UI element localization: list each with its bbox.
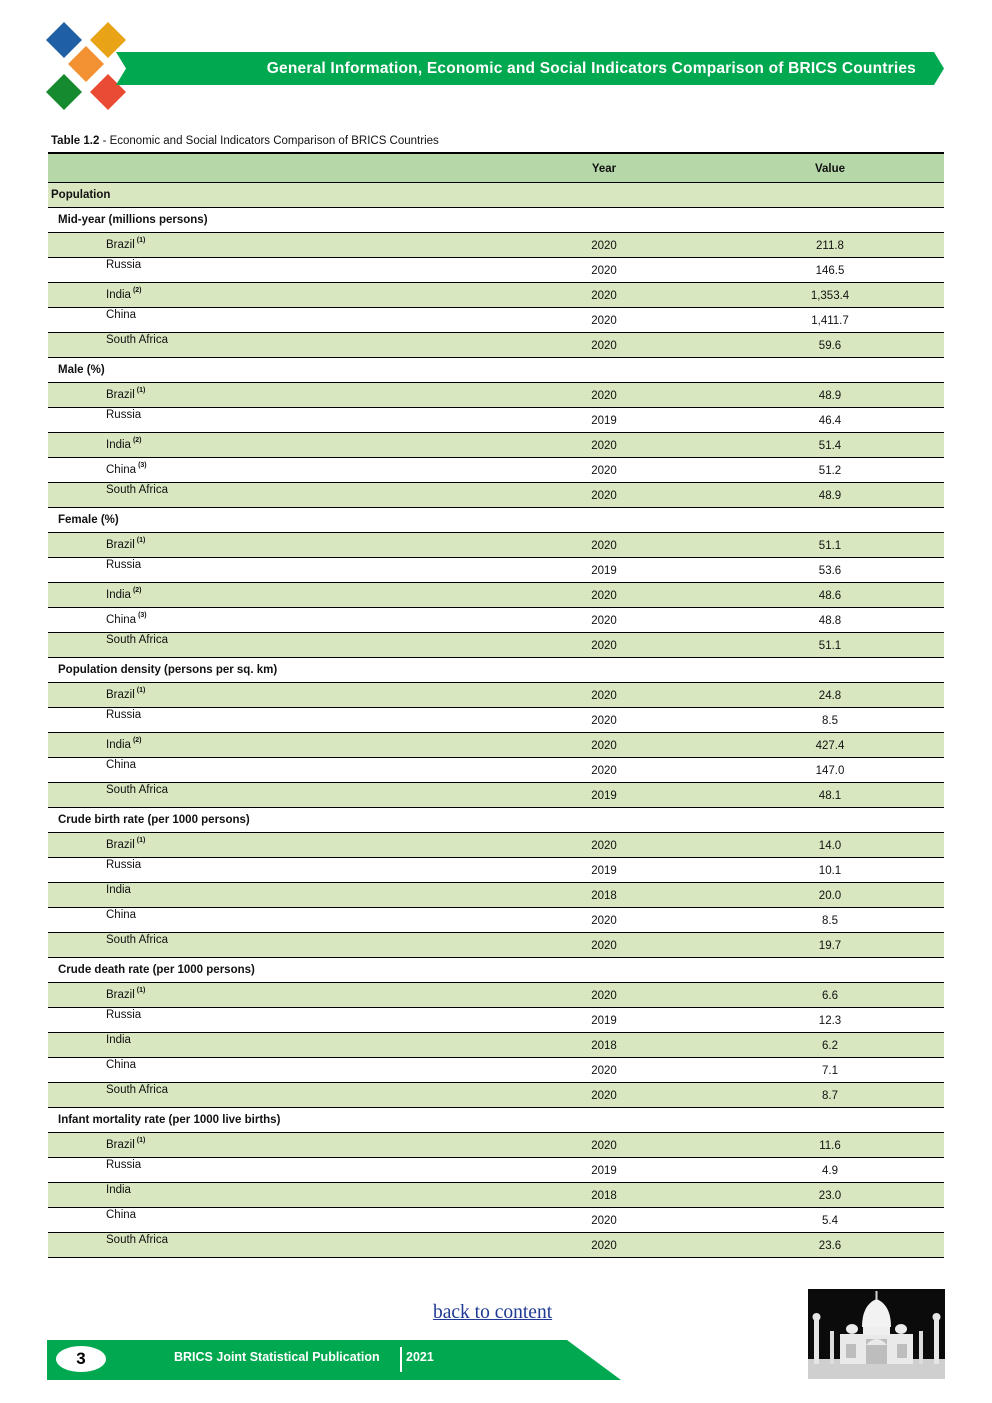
footer-year: 2021 (406, 1350, 434, 1364)
table-row (48, 758, 944, 783)
indicator-group-title: Male (%) (58, 364, 105, 376)
value-cell: 12.3 (818, 1015, 842, 1027)
indicator-group-row (48, 508, 944, 533)
value-cell: 48.1 (818, 790, 842, 802)
value-cell: 53.6 (818, 565, 842, 577)
country-name: China (106, 464, 137, 476)
country-cell (106, 928, 168, 953)
country-cell (106, 328, 168, 353)
country-cell (106, 303, 136, 328)
year-cell: 2020 (591, 490, 617, 502)
year-cell: 2018 (591, 1190, 617, 1202)
table-row (48, 483, 944, 508)
table-caption-number: Table 1.2 (51, 135, 100, 147)
footnote-marker: (1) (136, 237, 146, 244)
country-cell (106, 1228, 168, 1253)
back-to-content-link[interactable]: back to content (433, 1302, 553, 1323)
table-row (48, 633, 944, 658)
year-cell: 2020 (591, 615, 617, 627)
table-row (48, 883, 944, 908)
footnote-marker: (1) (136, 387, 146, 394)
year-cell: 2020 (591, 740, 617, 752)
year-cell: 2020 (591, 240, 617, 252)
country-cell (106, 1178, 131, 1203)
country-cell (106, 1053, 136, 1078)
table-row (48, 558, 944, 583)
year-cell: 2018 (591, 890, 617, 902)
country-name: South Africa (106, 1084, 169, 1096)
table-row (48, 583, 944, 608)
indicator-group-title: Mid-year (millions persons) (58, 214, 208, 226)
country-cell (106, 753, 136, 778)
country-name: Brazil (106, 839, 135, 851)
table-row (48, 708, 944, 733)
country-name: Brazil (106, 1139, 135, 1151)
value-cell: 23.6 (818, 1240, 842, 1252)
table-row (48, 1158, 944, 1183)
country-name: India (106, 1034, 131, 1046)
value-cell: 24.8 (818, 690, 842, 702)
table-row (48, 1133, 944, 1158)
year-cell: 2019 (591, 415, 617, 427)
country-cell (106, 253, 141, 278)
value-cell: 5.4 (822, 1215, 838, 1227)
indicators-table (48, 152, 944, 1258)
country-name: China (106, 614, 137, 626)
year-cell: 2020 (591, 915, 617, 927)
value-cell: 427.4 (815, 740, 845, 752)
country-cell (106, 478, 168, 503)
year-cell: 2019 (591, 1015, 617, 1027)
year-cell: 2020 (591, 990, 617, 1002)
value-cell: 147.0 (815, 765, 845, 777)
value-cell: 20.0 (818, 890, 842, 902)
country-cell (106, 403, 141, 428)
country-cell (106, 878, 131, 903)
value-cell: 7.1 (822, 1065, 838, 1077)
value-cell: 46.4 (818, 415, 842, 427)
year-cell: 2020 (591, 1090, 617, 1102)
year-cell: 2019 (591, 790, 617, 802)
country-cell (106, 853, 141, 878)
value-cell: 6.6 (822, 990, 838, 1002)
year-cell: 2018 (591, 1040, 617, 1052)
value-cell: 48.8 (818, 615, 842, 627)
year-cell: 2020 (591, 1140, 617, 1152)
table-row (48, 683, 944, 708)
section-title: Population (51, 189, 111, 201)
year-cell: 2020 (591, 340, 617, 352)
value-cell: 51.1 (818, 640, 842, 652)
year-cell: 2020 (591, 690, 617, 702)
country-cell (106, 1203, 136, 1228)
country-name: Russia (106, 1159, 142, 1171)
country-name: Brazil (106, 989, 135, 1001)
value-cell: 6.2 (822, 1040, 838, 1052)
table-row (48, 433, 944, 458)
footnote-marker: (1) (136, 837, 146, 844)
table-row (48, 533, 944, 558)
table-header-row (48, 152, 944, 183)
indicator-group-title: Crude death rate (per 1000 persons) (58, 964, 255, 976)
country-name: South Africa (106, 334, 169, 346)
country-cell (106, 553, 141, 578)
table-row (48, 933, 944, 958)
column-header-year: Year (591, 163, 617, 175)
country-name: Russia (106, 409, 142, 421)
footnote-marker: (1) (136, 687, 146, 694)
country-name: India (106, 589, 131, 601)
value-cell: 4.9 (822, 1165, 838, 1177)
footnote-marker: (1) (136, 987, 146, 994)
header-title: General Information, Economic and Social Indicators Comparison of BRICS Countries (266, 60, 916, 77)
country-name: India (106, 439, 131, 451)
year-cell: 2020 (591, 715, 617, 727)
country-name: Russia (106, 559, 142, 571)
footnote-marker: (1) (136, 1137, 146, 1144)
year-cell: 2020 (591, 290, 617, 302)
year-cell: 2019 (591, 865, 617, 877)
country-name: India (106, 884, 131, 896)
footnote-marker: (2) (132, 737, 142, 744)
year-cell: 2019 (591, 565, 617, 577)
indicator-group-title: Infant mortality rate (per 1000 live births) (58, 1114, 281, 1126)
value-cell: 211.8 (816, 240, 844, 252)
footnote-marker: (3) (138, 462, 147, 469)
table-caption-text: - Economic and Social Indicators Comparison of BRICS Countries (99, 135, 439, 147)
table-row (48, 1208, 944, 1233)
table-caption (51, 135, 439, 147)
country-name: China (106, 1059, 137, 1071)
table-row (48, 383, 944, 408)
year-cell: 2020 (591, 1065, 617, 1077)
country-name: Russia (106, 859, 142, 871)
footnote-marker: (2) (132, 287, 142, 294)
indicator-group-title: Crude birth rate (per 1000 persons) (58, 814, 250, 826)
country-name: Russia (106, 259, 142, 271)
year-cell: 2020 (591, 640, 617, 652)
country-name: South Africa (106, 1234, 169, 1246)
country-name: China (106, 909, 137, 921)
value-cell: 8.5 (822, 915, 838, 927)
page-number: 3 (56, 1346, 106, 1372)
header-banner (116, 52, 944, 85)
year-cell: 2020 (591, 440, 617, 452)
table-row (48, 1233, 944, 1258)
table-row (48, 908, 944, 933)
table-row (48, 783, 944, 808)
value-cell: 14.0 (818, 840, 842, 852)
indicator-group-row (48, 658, 944, 683)
indicator-group-row (48, 958, 944, 983)
value-cell: 48.9 (818, 490, 842, 502)
table-row (48, 833, 944, 858)
table-row (48, 258, 944, 283)
country-name: Brazil (106, 539, 135, 551)
indicator-group-title: Population density (persons per sq. km) (58, 664, 278, 676)
value-cell: 10.1 (818, 865, 842, 877)
value-cell: 8.7 (822, 1090, 838, 1102)
footnote-marker: (2) (132, 437, 142, 444)
year-cell: 2020 (591, 590, 617, 602)
value-cell: 1,411.7 (811, 315, 849, 327)
year-cell: 2019 (591, 1165, 617, 1177)
column-header-value: Value (814, 163, 846, 175)
indicator-group-row (48, 808, 944, 833)
footer-divider (400, 1347, 402, 1372)
table-row (48, 283, 944, 308)
footer-publication-title: BRICS Joint Statistical Publication (174, 1350, 380, 1364)
year-cell: 2020 (591, 1215, 617, 1227)
value-cell: 1,353.4 (810, 290, 850, 302)
table-row (48, 1058, 944, 1083)
value-cell: 59.6 (818, 340, 842, 352)
table-row (48, 408, 944, 433)
table-row (48, 858, 944, 883)
country-name: India (106, 739, 131, 751)
country-cell (106, 1153, 141, 1178)
country-name: China (106, 309, 137, 321)
year-cell: 2020 (591, 765, 617, 777)
country-cell (106, 903, 136, 928)
country-name: South Africa (106, 784, 169, 796)
table-row (48, 458, 944, 483)
country-name: South Africa (106, 634, 169, 646)
value-cell: 51.1 (818, 540, 842, 552)
taj-mahal-icon (808, 1289, 945, 1379)
country-name: Russia (106, 1009, 142, 1021)
year-cell: 2020 (591, 265, 617, 277)
footnote-marker: (1) (136, 537, 146, 544)
country-name: China (106, 759, 137, 771)
value-cell: 51.2 (818, 465, 842, 477)
value-cell: 11.6 (819, 1140, 841, 1152)
footnote-marker: (2) (132, 587, 142, 594)
value-cell: 19.7 (818, 940, 842, 952)
year-cell: 2020 (591, 840, 617, 852)
country-name: Brazil (106, 689, 135, 701)
table-row (48, 233, 944, 258)
year-cell: 2020 (591, 315, 617, 327)
country-name: Brazil (106, 239, 135, 251)
country-name: Russia (106, 709, 142, 721)
table-row (48, 1083, 944, 1108)
year-cell: 2020 (591, 1240, 617, 1252)
year-cell: 2020 (591, 390, 617, 402)
country-cell (106, 703, 141, 728)
table-row (48, 308, 944, 333)
value-cell: 48.6 (818, 590, 842, 602)
table-row (48, 983, 944, 1008)
value-cell: 146.5 (815, 265, 845, 277)
country-cell (106, 1003, 141, 1028)
value-cell: 23.0 (818, 1190, 842, 1202)
country-name: China (106, 1209, 137, 1221)
value-cell: 48.9 (818, 390, 842, 402)
year-cell: 2020 (591, 465, 617, 477)
indicator-group-row (48, 358, 944, 383)
value-cell: 8.5 (822, 715, 838, 727)
table-row (48, 1183, 944, 1208)
indicator-group-row (48, 1108, 944, 1133)
year-cell: 2020 (591, 940, 617, 952)
country-cell (106, 1078, 168, 1103)
country-name: South Africa (106, 934, 169, 946)
table-row (48, 1008, 944, 1033)
value-cell: 51.4 (818, 440, 842, 452)
table-row (48, 733, 944, 758)
country-cell (106, 628, 168, 653)
footnote-marker: (3) (138, 612, 147, 619)
indicator-group-title: Female (%) (58, 514, 119, 526)
country-cell (106, 778, 168, 803)
table-row (48, 333, 944, 358)
table-row (48, 1033, 944, 1058)
country-name: India (106, 289, 131, 301)
country-name: South Africa (106, 484, 169, 496)
section-row (48, 183, 944, 208)
year-cell: 2020 (591, 540, 617, 552)
country-name: Brazil (106, 389, 135, 401)
table-row (48, 608, 944, 633)
country-cell (106, 1028, 131, 1053)
country-name: India (106, 1184, 131, 1196)
indicator-group-row (48, 208, 944, 233)
